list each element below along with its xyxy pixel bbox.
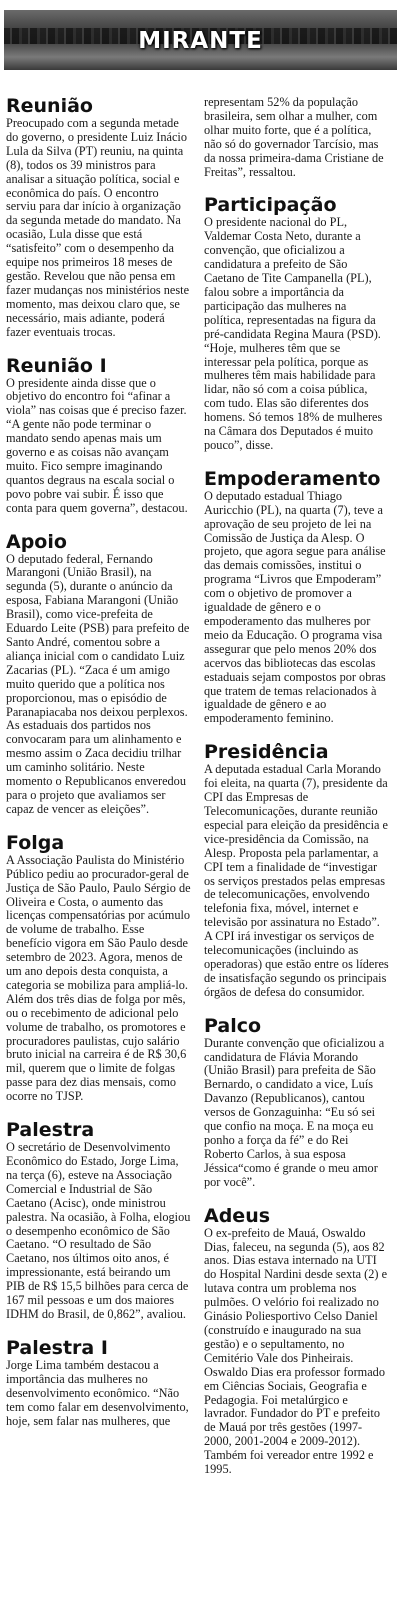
article-body: A deputada estadual Carla Morando foi eleita, na quarta (7), presidente da CPI das Empresas de Telecomunicações, durante reunião especial para eleição da presidência e vice-presidência da Comissão, na Alesp. Proposta pela parlamentar, a CPI tem a finalidade de “investigar os serviços prestados pelas empresas de telecomunicações, envolvendo telefonia fixa, móvel, internet e televisão por assinatura no Estado”. A CPI irá investigar os serviços de telecomunicações (incluindo as operadoras) que estão entre os líderes de insatisfação segundo os principais órgãos de defesa do consumidor. <box>204 762 389 999</box>
article-reuniao-i <box>6 356 191 516</box>
article-palestra <box>6 1120 191 1322</box>
article-adeus <box>204 1206 389 1477</box>
article-body: representam 52% da população brasileira, sem olhar a mulher, com olhar muito forte, que é a política, não só do governador Tarcísio, mas da nossa primeira-dama Cristiane de Freitas”, ressaltou. <box>204 95 384 179</box>
article-headline: Empoderamento <box>204 467 381 490</box>
article-headline: Palestra I <box>6 1336 108 1359</box>
article-body: Preocupado com a segunda metade do governo, o presidente Luiz Inácio Lula da Silva (PT) reuniu, na quinta (8), todos os 39 ministros para analisar a situação política, social e econômica do país. O encontro serviu para dar início à organização da segunda metade do mandato. Na ocasião, Lula disse que está “satisfeito” com o desempenho da equipe nos primeiros 18 meses de gestão. Revelou que não pensa em fazer mudanças nos ministérios neste momento, mas deixou claro que, se necessário, mais adiante, poderá fazer eventuais trocas. <box>6 116 190 339</box>
article-headline: Palco <box>204 1014 262 1037</box>
article-body: A Associação Paulista do Ministério Público pediu ao procurador-geral de Justiça de São Paulo, Paulo Sérgio de Oliveira e Costa, o aumento das licenças compensatórias por acúmulo de volume de trabalho. Esse benefício vigora em São Paulo desde setembro de 2023. Agora, menos de um ano depois desta conquista, a categoria se mobiliza para ampliá-lo. Além dos três dias de folga por mês, ou o recebimento de adicional pelo volume de trabalho, os promotores e procuradores paulistas, cujo salário bruto inicial na carreira é de R$ 30,6 mil, querem que o limite de folgas passe para dez dias mensais, como ocorre no TJSP. <box>6 852 191 1104</box>
article-headline: Adeus <box>204 1204 271 1227</box>
article-palestra-i <box>6 1338 191 1429</box>
article-body: O secretário de Desenvolvimento Econômico do Estado, Jorge Lima, na terça (6), esteve na Associação Comercial e Industrial de São Caetano (Acisc), onde ministrou palestra. Na ocasião, à Folha, elogiou o desempenho econômico de São Caetano. “O resultado de São Caetano, nos últimos oito anos, é impressionante, está beirando um PIB de R$ 15,5 bilhões para cerca de 167 mil pessoas e um dos maiores IDHM do Brasil, de 0,862”, avaliou. <box>6 1140 191 1321</box>
article-headline: Folga <box>6 831 65 854</box>
article-body: O presidente ainda disse que o objetivo do encontro foi “afinar a viola” nas coisas que é preciso fazer. “A gente não pode terminar o mandato sendo apenas mais um governo e as coisas não avançam muito. Fico sempre imaginando quantos degraus na escala social o povo pobre vai subir. É isso que conta para quem governa”, destacou. <box>6 375 188 515</box>
article-empoderamento <box>204 469 389 726</box>
right-column <box>204 90 389 1477</box>
article-body: O deputado estadual Thiago Auricchio (PL), na quarta (7), teve a aprovação de seu projeto de lei na Comissão de Justiça da Alesp. O projeto, que agora segue para análise das demais comissões, institui o programa “Livros que Empoderam” com o objetivo de promover a igualdade de gênero e o empoderamento das mulheres por meio da Educação. O programa visa assegurar que pelo menos 20% dos acervos das bibliotecas das escolas estaduais sejam compostos por obras que tratem de temas relacionados à igualdade de gênero e ao empoderamento feminino. <box>204 488 386 726</box>
article-headline: Apoio <box>6 530 67 553</box>
article-headline: Reunião <box>6 95 93 117</box>
section-title: MIRANTE <box>138 28 263 54</box>
article-participacao <box>204 195 389 452</box>
article-body: O presidente nacional do PL, Valdemar Costa Neto, durante a convenção, que oficializou a candidatura a prefeito de São Caetano de Tite Campanella (PL), falou sobre a importância da participação das mulheres na política, representadas na figura da pré-candidata Regina Maura (PSD). “Hoje, mulheres têm que se interessar pela política, porque as mulheres têm mais habilidade para lidar, não só com a coisa pública, com tudo. Elas são diferentes dos homens. Só temos 18% de mulheres na Câmara dos Deputados é muito pouco”, disse. <box>204 215 383 452</box>
article-folga <box>6 833 191 1104</box>
article-headline: Participação <box>204 194 337 217</box>
article-body: Jorge Lima também destacou a importância das mulheres no desenvolvimento econômico. “Não tem como falar em desenvolvimento, hoje, sem falar nas mulheres, que <box>6 1357 189 1428</box>
article-reuniao <box>6 96 191 340</box>
article-presidencia <box>204 742 389 999</box>
article-headline: Presidência <box>204 741 329 764</box>
article-body: O deputado federal, Fernando Marangoni (União Brasil), na segunda (5), durante o anúncio da esposa, Fabiana Marangoni (União Brasil), como vice-prefeita de Eduardo Leite (PSB) para prefeito de Santo André, comentou sobre a aliança inicial com o candidato Luiz Zacarias (PL). “Zaca é um amigo muito querido que a política nos proporcionou, mas o episódio de Paranapiacaba nos deixou perplexos. As estaduais dos partidos nos convocaram para um alinhamento e mesmo assim o Zaca decidiu trilhar um caminho solitário. Neste momento o Republicanos enveredou para o projeto que avaliamos ser capaz de vencer as eleições”. <box>6 551 190 816</box>
section-banner <box>4 10 397 70</box>
left-column <box>6 90 191 1428</box>
article-body: Durante convenção que oficializou a candidatura de Flávia Morando (União Brasil) para prefeita de São Bernardo, o candidato a vice, Luís Davanzo (Republicanos), cantou versos de Gonzaguinha: “Eu só sei que confio na moça. E na moça eu ponho a força da fé” e do Rei Roberto Carlos, à sua esposa Jéssica“como é grande o meu amor por você”. <box>204 1035 385 1189</box>
article-palco <box>204 1016 389 1190</box>
article-palestra-i-continued <box>204 96 389 179</box>
article-headline: Reunião I <box>6 354 107 377</box>
article-body: O ex-prefeito de Mauá, Oswaldo Dias, faleceu, na segunda (5), aos 82 anos. Dias estava internado na UTI do Hospital Nardini desde sexta (2) e lutava contra um problema nos pulmões. O velório foi realizado no Ginásio Poliesportivo Celso Daniel (construído e inaugurado na sua gestão) e o sepultamento, no Cemitério Vale dos Pinheirais. Oswaldo Dias era professor formado em Ciências Sociais, Geografia e Pedagogia. Foi metalúrgico e lavrador. Fundador do PT e prefeito de Mauá por três gestões (1997-2000, 2001-2004 e 2009-2012). Também foi vereador entre 1992 e 1995. <box>204 1225 388 1477</box>
article-headline: Palestra <box>6 1119 95 1142</box>
article-apoio <box>6 532 191 817</box>
